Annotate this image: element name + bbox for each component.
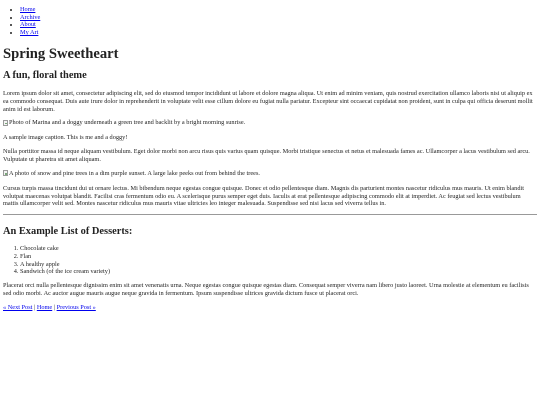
list-item: 3. A healthy apple: [20, 261, 537, 269]
image-1-alt-text: Photo of Marina and a doggy underneath a green tree and backlit by a bright morning sunrise.: [9, 119, 246, 127]
image-2-block: [3, 170, 537, 179]
post-navigation: [3, 304, 537, 312]
image-1-block: [3, 119, 537, 128]
nav-link-home[interactable]: Home: [20, 6, 36, 13]
list-item: 1. Chocolate cake: [20, 245, 537, 253]
separator: |: [53, 303, 56, 311]
paragraph-3: Cursus turpis massa tincidunt dui ut ornare lectus. Mi bibendum neque egestas congue quisque. Donec et odio pellentesque diam. Magnis dis parturient montes nascetur ridiculus mus mauris. Ut enim blandit volutpat maecenas volutpat blandit. Facilisi cras fermentum odio eu. A scelerisque purus semper eget duis. Iaculis at erat pellentesque adipiscing commodo elit at imperdiet. Ac feugiat sed lectus vestibulum mattis ullamcorper velit sed. Montes nascetur ridiculus mus mauris vitae ultricies leo integer malesuada. Suspendisse sed nisi lacus sed viverra tellus in.: [3, 184, 524, 208]
divider: [3, 214, 537, 215]
list-item: 4. Sandwich (of the ice cream variety): [20, 268, 537, 276]
site-tagline: A fun, floral theme: [3, 69, 87, 81]
broken-image-icon: [3, 170, 8, 176]
list-item: 2. Flan: [20, 253, 537, 261]
separator: |: [33, 303, 36, 311]
home-link[interactable]: Home: [36, 303, 53, 311]
previous-post-link[interactable]: Previous Post »: [56, 303, 96, 311]
nav-item-my-art: [20, 29, 537, 37]
nav-item-archive: [20, 14, 537, 22]
intro-paragraph: Lorem ipsum dolor sit amet, consectetur adipiscing elit, sed do eiusmod tempor incididunt ut labore et dolore magna aliqua. Ut enim ad minim veniam, quis nostrud exercitation ullamco laboris nisi ut aliquip ex ea commodo consequat. Duis aute irure dolor in reprehenderit in voluptate velit esse cillum dolore eu fugiat nulla pariatur. Excepteur sint occaecat cupidatat non proident, sunt in culpa qui officia deserunt mollit anim id est laborum.: [3, 89, 533, 113]
nav-link-my-art[interactable]: My Art: [20, 29, 39, 37]
nav-menu: [3, 6, 537, 37]
list-heading: An Example List of Desserts:: [3, 226, 133, 238]
image-1: [3, 119, 245, 127]
nav-link-about[interactable]: About: [20, 21, 36, 29]
site-title: Spring Sweetheart: [3, 45, 119, 62]
next-post-link[interactable]: « Next Post: [3, 303, 33, 311]
nav-item-home: [20, 6, 537, 14]
paragraph-4: Placerat orci nulla pellentesque dignissim enim sit amet venenatis urna. Neque egestas congue quisque egestas diam. Consequat semper viverra nam libero justo laoreet. Urna molestie at elementum eu facilisis sed odio morbi. Ac auctor augue mauris augue neque gravida in fermentum. Ipsum suspendisse ultrices gravida dictum fusce ut placerat orci.: [3, 282, 529, 297]
broken-image-icon: [3, 120, 8, 126]
image-1-caption: A sample image caption. This is me and a doggy!: [3, 134, 128, 142]
dessert-list: [3, 245, 537, 276]
nav-link-archive[interactable]: Archive: [20, 13, 41, 21]
nav-item-about: [20, 21, 537, 29]
image-2-alt-text: A photo of snow and pine trees in a dim purple sunset. A large lake peeks out from behind the trees.: [9, 169, 261, 177]
paragraph-2: Nulla porttitor massa id neque aliquam vestibulum. Eget dolor morbi non arcu risus quis varius quam quisque. Morbi tristique senectus et netus et malesuada fames ac. Ullamcorper a lacus vestibulum sed arcu. Vulputate ut pharetra sit amet aliquam.: [3, 148, 530, 163]
image-2: [3, 170, 260, 178]
